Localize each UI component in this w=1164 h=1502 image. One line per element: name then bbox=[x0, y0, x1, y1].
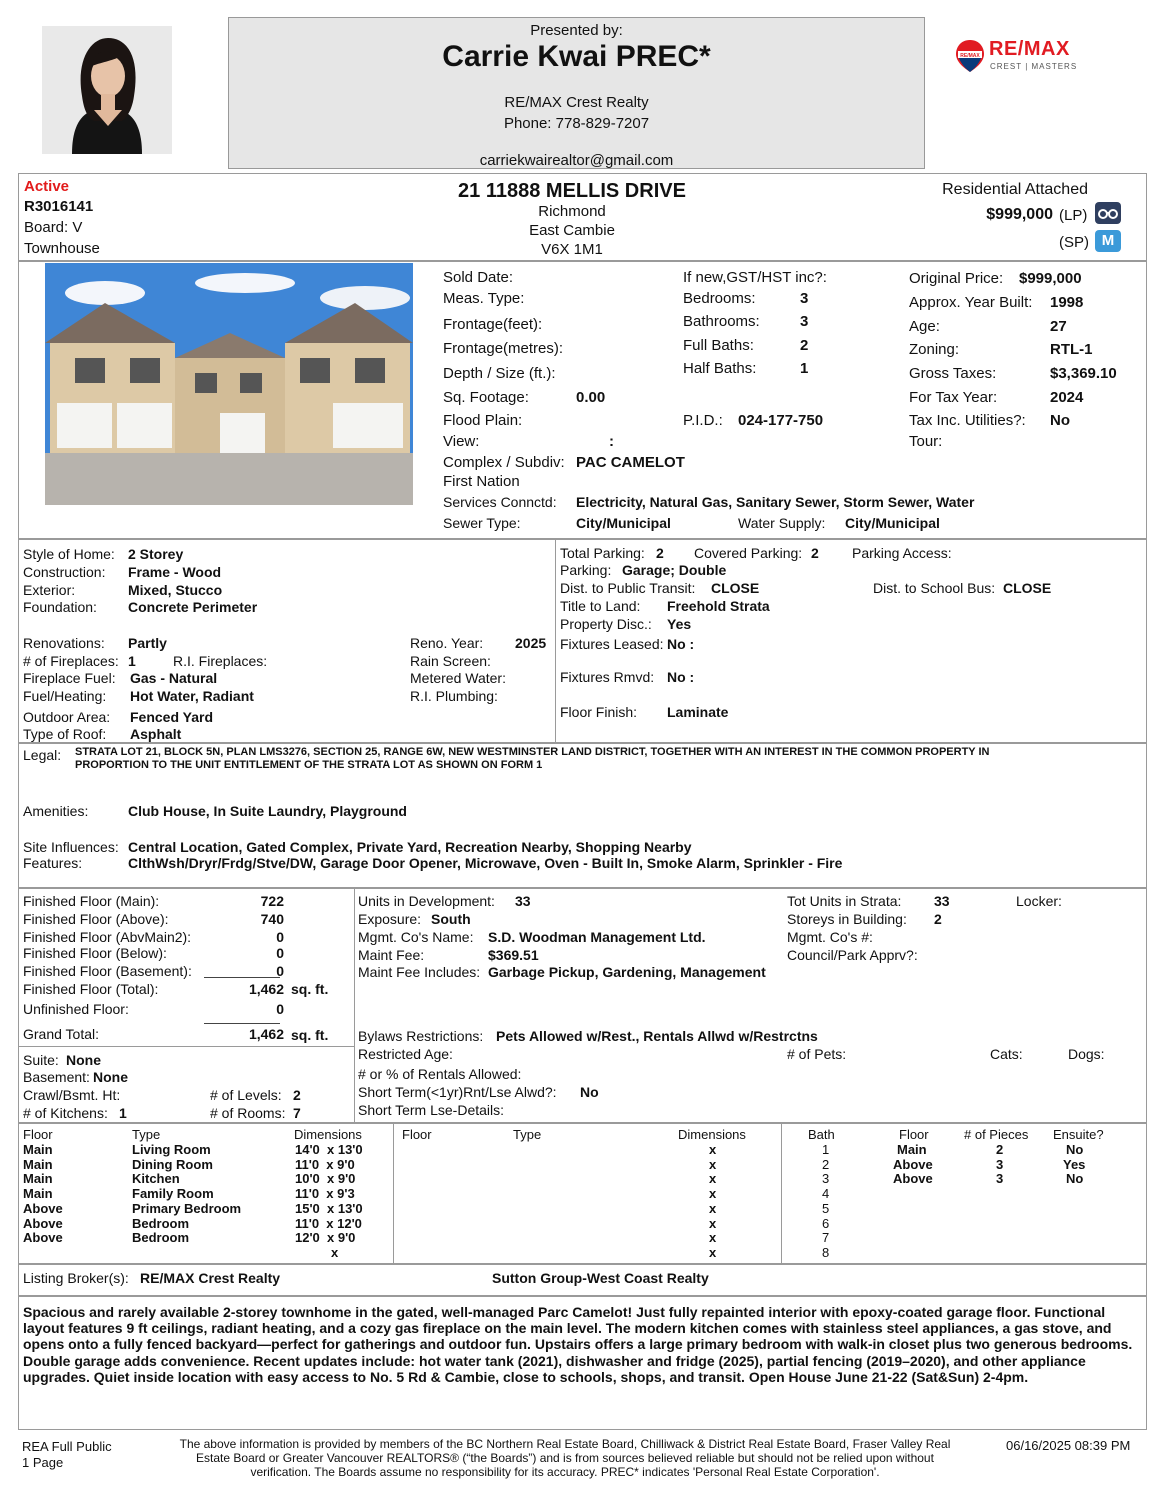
full-baths-value: 2 bbox=[800, 337, 809, 354]
brokerage-name: RE/MAX Crest Realty bbox=[504, 94, 649, 111]
room2-dim: x bbox=[709, 1201, 717, 1216]
disclaimer-line: The above information is provided by members of the BC Northern Real Estate Board, Chilliwack & District Real Estate Board, Fraser Valley Real bbox=[179, 1437, 951, 1451]
transit-value: CLOSE bbox=[711, 580, 760, 596]
bedrooms-label: Bedrooms: bbox=[683, 290, 756, 307]
maint-fee-value: $369.51 bbox=[488, 947, 539, 963]
disclaimer-line: verification. The Boards assume no responsibility for its accuracy. PREC* indicates 'Personal Real Estate Corporation'. bbox=[250, 1465, 880, 1479]
presenter-header bbox=[228, 17, 925, 169]
pid-value: 024-177-750 bbox=[738, 412, 824, 429]
covered-parking-label: Covered Parking: bbox=[694, 545, 803, 561]
site-influences-label: Site Influences: bbox=[23, 839, 119, 855]
exterior-label: Exterior: bbox=[23, 582, 76, 598]
room-floor: Above bbox=[23, 1201, 63, 1216]
title-land-label: Title to Land: bbox=[560, 598, 641, 614]
basement-label: Basement: bbox=[23, 1069, 90, 1085]
water-supply-value: City/Municipal bbox=[845, 515, 940, 531]
fireplaces-label: # of Fireplaces: bbox=[23, 653, 119, 669]
floor-finish-label: Floor Finish: bbox=[560, 704, 638, 720]
brokers-label: Listing Broker(s): bbox=[23, 1270, 129, 1286]
board: Board: V bbox=[24, 219, 83, 236]
floor-basement-label: Finished Floor (Basement): bbox=[23, 963, 192, 979]
agent-phone: Phone: 778-829-7207 bbox=[503, 115, 650, 132]
bath-number: 1 bbox=[822, 1142, 830, 1157]
heating-value: Hot Water, Radiant bbox=[130, 688, 254, 704]
fireplace-fuel-label: Fireplace Fuel: bbox=[23, 670, 116, 686]
rooms-count-label: # of Rooms: bbox=[210, 1105, 286, 1121]
grand-total-label: Grand Total: bbox=[23, 1026, 100, 1042]
room-type: Dining Room bbox=[132, 1157, 213, 1172]
floor-basement-value: 0 bbox=[276, 963, 284, 979]
half-baths-label: Half Baths: bbox=[683, 360, 757, 377]
flood-plain-label: Flood Plain: bbox=[443, 412, 523, 429]
balloon-icon bbox=[955, 38, 985, 76]
frontage-metres-label: Frontage(metres): bbox=[443, 340, 564, 357]
city: Richmond bbox=[538, 203, 606, 220]
mgmt-value: S.D. Woodman Management Ltd. bbox=[488, 929, 706, 945]
year-built-label: Approx. Year Built: bbox=[909, 294, 1033, 311]
sq-footage-value: 0.00 bbox=[576, 389, 606, 406]
bath-number: 7 bbox=[822, 1230, 830, 1245]
fixtures-leased-value: No : bbox=[667, 636, 695, 652]
parking-label: Parking: bbox=[560, 562, 612, 578]
meas-type-label: Meas. Type: bbox=[443, 290, 525, 307]
total-parking-label: Total Parking: bbox=[560, 545, 645, 561]
roof-label: Type of Roof: bbox=[23, 726, 107, 742]
room-floor: Main bbox=[23, 1171, 53, 1186]
agent-name: Carrie Kwai PREC* bbox=[442, 40, 711, 73]
frontage-feet-label: Frontage(feet): bbox=[443, 316, 543, 333]
parking-access-label: Parking Access: bbox=[852, 545, 952, 561]
room-type: Kitchen bbox=[132, 1171, 180, 1186]
view-label: View: bbox=[443, 433, 480, 450]
bath-floor-header: Floor bbox=[899, 1127, 929, 1142]
exposure-value: South bbox=[431, 911, 471, 927]
divider bbox=[781, 1123, 782, 1264]
floor-total-unit: sq. ft. bbox=[291, 981, 329, 997]
maint-fee-label: Maint Fee: bbox=[358, 947, 425, 963]
bath-number: 6 bbox=[822, 1216, 830, 1231]
bathrooms-value: 3 bbox=[800, 313, 809, 330]
outdoor-value: Fenced Yard bbox=[130, 709, 214, 725]
services-label: Services Connctd: bbox=[443, 494, 557, 510]
bylaws-label: Bylaws Restrictions: bbox=[358, 1028, 484, 1044]
features-value: ClthWsh/Dryr/Frdg/Stve/DW, Garage Door Opener, Microwave, Oven - Built In, Smoke Alarm, Sprinkler - Fire bbox=[128, 855, 843, 871]
exterior-value: Mixed, Stucco bbox=[128, 582, 223, 598]
property-disc-label: Property Disc.: bbox=[560, 616, 652, 632]
metered-water-label: Metered Water: bbox=[410, 670, 506, 686]
tax-utilities-value: No bbox=[1050, 412, 1070, 429]
room-dim: 15'0 x 13'0 bbox=[295, 1201, 363, 1216]
school-bus-value: CLOSE bbox=[1003, 580, 1052, 596]
room2-dim: x bbox=[709, 1230, 717, 1245]
divider bbox=[393, 1123, 394, 1264]
bath-pieces: 3 bbox=[996, 1157, 1004, 1172]
construction-value: Frame - Wood bbox=[128, 564, 222, 580]
style-label: Style of Home: bbox=[23, 546, 115, 562]
fireplaces-value: 1 bbox=[128, 653, 136, 669]
full-baths-label: Full Baths: bbox=[683, 337, 754, 354]
bath-floor: Above bbox=[893, 1157, 933, 1172]
short-term-label: Short Term(<1yr)Rnt/Lse Alwd?: bbox=[358, 1084, 557, 1100]
heating-label: Fuel/Heating: bbox=[23, 688, 107, 704]
ensuite-header: Ensuite? bbox=[1053, 1127, 1104, 1142]
services-value: Electricity, Natural Gas, Sanitary Sewer, Storm Sewer, Water bbox=[576, 494, 975, 510]
area: East Cambie bbox=[529, 222, 615, 239]
short-term-value: No bbox=[580, 1084, 599, 1100]
renovations-value: Partly bbox=[128, 635, 167, 651]
timestamp: 06/16/2025 08:39 PM bbox=[1006, 1438, 1131, 1453]
bath-floor: Main bbox=[897, 1142, 927, 1157]
covered-parking-value: 2 bbox=[811, 545, 819, 561]
grand-total-value: 1,462 bbox=[248, 1026, 284, 1042]
kitchens-value: 1 bbox=[119, 1105, 127, 1121]
room2-dim: x bbox=[709, 1157, 717, 1172]
ri-fireplaces-label: R.I. Fireplaces: bbox=[173, 653, 268, 669]
age-value: 27 bbox=[1050, 318, 1067, 335]
disclaimer-line: Estate Board or Greater Vancouver REALTORS® (“the Boards”) and is from sources believed reliable but should not be relied upon without bbox=[196, 1451, 934, 1465]
school-bus-label: Dist. to School Bus: bbox=[873, 580, 996, 596]
room2-dim: x bbox=[709, 1142, 717, 1157]
remax-wordmark: RE/MAX bbox=[989, 38, 1070, 60]
rentals-label: # or % of Rentals Allowed: bbox=[358, 1066, 522, 1082]
gross-taxes-value: $3,369.10 bbox=[1050, 365, 1117, 382]
council-label: Council/Park Apprv?: bbox=[787, 947, 918, 963]
rain-screen-label: Rain Screen: bbox=[410, 653, 491, 669]
site-influences-value: Central Location, Gated Complex, Private Yard, Recreation Nearby, Shopping Nearby bbox=[128, 839, 692, 855]
room-dim: 14'0 x 13'0 bbox=[295, 1142, 363, 1157]
foundation-label: Foundation: bbox=[23, 599, 97, 615]
tot-units-label: Tot Units in Strata: bbox=[787, 893, 902, 909]
remax-subtitle: CREST | MASTERS bbox=[990, 62, 1078, 71]
grand-underline bbox=[204, 1023, 280, 1024]
property-type: Townhouse bbox=[24, 240, 100, 257]
room-type: Bedroom bbox=[132, 1216, 190, 1231]
gross-taxes-label: Gross Taxes: bbox=[909, 365, 997, 382]
mgmt-no-label: Mgmt. Co's #: bbox=[787, 929, 873, 945]
zoning-label: Zoning: bbox=[909, 341, 960, 358]
complex-label: Complex / Subdiv: bbox=[443, 454, 565, 471]
room2-dim: x bbox=[709, 1186, 717, 1201]
broker-2: Sutton Group-West Coast Realty bbox=[492, 1270, 709, 1286]
ri-plumbing-label: R.I. Plumbing: bbox=[410, 688, 498, 704]
exposure-label: Exposure: bbox=[358, 911, 422, 927]
floor-main-label: Finished Floor (Main): bbox=[23, 893, 160, 909]
floor-total-value: 1,462 bbox=[248, 981, 284, 997]
fireplace-fuel-value: Gas - Natural bbox=[130, 670, 218, 686]
room-header-floor: Floor bbox=[23, 1127, 53, 1142]
floor-below-value: 0 bbox=[276, 945, 284, 961]
remax-logo bbox=[955, 38, 1095, 78]
complex-value: PAC CAMELOT bbox=[576, 454, 685, 471]
disclaimer bbox=[135, 1437, 995, 1479]
title-land-value: Freehold Strata bbox=[667, 598, 770, 614]
sp-label: (SP) bbox=[1059, 234, 1089, 251]
pid-label: P.I.D.: bbox=[683, 412, 723, 429]
bath-number: 3 bbox=[822, 1171, 830, 1186]
bath-ensuite: No bbox=[1066, 1171, 1084, 1186]
roof-value: Asphalt bbox=[130, 726, 182, 742]
storeys-value: 2 bbox=[934, 911, 942, 927]
amenities-label: Amenities: bbox=[23, 803, 89, 819]
room-dim: x bbox=[331, 1245, 339, 1260]
year-built-value: 1998 bbox=[1050, 294, 1084, 311]
suite-label: Suite: bbox=[23, 1052, 59, 1068]
bath-ensuite: Yes bbox=[1063, 1157, 1086, 1172]
bath-ensuite: No bbox=[1066, 1142, 1084, 1157]
room2-header-dimensions: Dimensions bbox=[678, 1127, 746, 1142]
bath-number: 5 bbox=[822, 1201, 830, 1216]
rooms-count-value: 7 bbox=[293, 1105, 301, 1121]
cats-label: Cats: bbox=[990, 1046, 1023, 1062]
room-type: Primary Bedroom bbox=[132, 1201, 242, 1216]
features-label: Features: bbox=[23, 855, 83, 871]
restricted-age-label: Restricted Age: bbox=[358, 1046, 453, 1062]
kitchens-label: # of Kitchens: bbox=[23, 1105, 108, 1121]
status-badge: Active bbox=[24, 178, 70, 195]
tax-utilities-label: Tax Inc. Utilities?: bbox=[909, 412, 1026, 429]
room2-header-type: Type bbox=[513, 1127, 542, 1142]
bath-floor: Above bbox=[893, 1171, 933, 1186]
unfinished-label: Unfinished Floor: bbox=[23, 1001, 129, 1017]
floor-main-value: 722 bbox=[260, 893, 284, 909]
floor-above-label: Finished Floor (Above): bbox=[23, 911, 169, 927]
divider bbox=[354, 888, 355, 1123]
room-header-type: Type bbox=[132, 1127, 161, 1142]
view-value: : bbox=[609, 433, 614, 450]
room-header-dimensions: Dimensions bbox=[294, 1127, 362, 1142]
original-price-value: $999,000 bbox=[1019, 270, 1082, 287]
age-label: Age: bbox=[909, 318, 940, 335]
property-disc-value: Yes bbox=[667, 616, 692, 632]
room2-dim: x bbox=[709, 1171, 717, 1186]
depth-size-label: Depth / Size (ft.): bbox=[443, 365, 556, 382]
broker-1: RE/MAX Crest Realty bbox=[140, 1270, 281, 1286]
room-type: Living Room bbox=[132, 1142, 211, 1157]
construction-label: Construction: bbox=[23, 564, 106, 580]
list-price: $999,000 bbox=[986, 206, 1053, 223]
dogs-label: Dogs: bbox=[1068, 1046, 1105, 1062]
mgmt-label: Mgmt. Co's Name: bbox=[358, 929, 474, 945]
parking-value: Garage; Double bbox=[622, 562, 727, 578]
sq-footage-label: Sq. Footage: bbox=[443, 389, 529, 406]
category: Residential Attached bbox=[942, 181, 1088, 198]
zoning-value: RTL-1 bbox=[1050, 341, 1093, 358]
postal-code: V6X 1M1 bbox=[541, 241, 603, 258]
sewer-label: Sewer Type: bbox=[443, 515, 521, 531]
tour-label[interactable]: Tour: bbox=[909, 433, 943, 450]
page-count: 1 Page bbox=[22, 1455, 64, 1470]
tot-units-value: 33 bbox=[934, 893, 950, 909]
bath-pieces: 3 bbox=[996, 1171, 1004, 1186]
fixtures-rmvd-value: No : bbox=[667, 669, 695, 685]
floor-total-label: Finished Floor (Total): bbox=[23, 981, 159, 997]
units-label: Units in Development: bbox=[358, 893, 495, 909]
agent-photo bbox=[42, 26, 172, 154]
grand-total-unit: sq. ft. bbox=[291, 1027, 329, 1043]
transit-label: Dist. to Public Transit: bbox=[560, 580, 696, 596]
room-dim: 11'0 x 12'0 bbox=[295, 1216, 362, 1231]
locker-label: Locker: bbox=[1016, 893, 1062, 909]
floor-below-label: Finished Floor (Below): bbox=[23, 945, 167, 961]
floor-above-value: 740 bbox=[260, 911, 284, 927]
property-photo bbox=[45, 263, 413, 505]
divider bbox=[555, 539, 556, 743]
room2-header-floor: Floor bbox=[402, 1127, 432, 1142]
bath-number: 4 bbox=[822, 1186, 830, 1201]
renovations-label: Renovations: bbox=[23, 635, 105, 651]
outdoor-label: Outdoor Area: bbox=[23, 709, 111, 725]
room-dim: 12'0 x 9'0 bbox=[295, 1230, 356, 1245]
room-dim: 11'0 x 9'0 bbox=[295, 1157, 355, 1172]
levels-value: 2 bbox=[293, 1087, 301, 1103]
levels-label: # of Levels: bbox=[210, 1087, 282, 1103]
lp-label: (LP) bbox=[1059, 207, 1088, 224]
presented-by-label: Presented by: bbox=[530, 22, 623, 39]
unfinished-value: 0 bbox=[276, 1001, 284, 1017]
fixtures-rmvd-label: Fixtures Rmvd: bbox=[560, 669, 655, 685]
water-supply-label: Water Supply: bbox=[738, 515, 826, 531]
floor-abvmain2-label: Finished Floor (AbvMain2): bbox=[23, 929, 192, 945]
sold-date-label: Sold Date: bbox=[443, 269, 514, 286]
room-floor: Above bbox=[23, 1230, 63, 1245]
agent-email[interactable]: carriekwairealtor@gmail.com bbox=[479, 152, 674, 169]
bath-pieces: 2 bbox=[996, 1142, 1004, 1157]
storeys-label: Storeys in Building: bbox=[787, 911, 907, 927]
room-dim: 10'0 x 9'0 bbox=[295, 1171, 356, 1186]
crawl-label: Crawl/Bsmt. Ht: bbox=[23, 1087, 121, 1103]
floor-abvmain2-value: 0 bbox=[276, 929, 284, 945]
address: 21 11888 MELLIS DRIVE bbox=[458, 180, 686, 202]
sewer-value: City/Municipal bbox=[576, 515, 671, 531]
original-price-label: Original Price: bbox=[909, 270, 1004, 287]
bylaws-value: Pets Allowed w/Rest., Rentals Allwd w/Restrctns bbox=[496, 1028, 818, 1044]
room-floor: Main bbox=[23, 1157, 53, 1172]
room-type: Bedroom bbox=[132, 1230, 190, 1245]
room-type: Family Room bbox=[132, 1186, 214, 1201]
room2-dim: x bbox=[709, 1216, 717, 1231]
suite-value: None bbox=[66, 1052, 101, 1068]
room2-dim: x bbox=[709, 1245, 717, 1260]
pets-label: # of Pets: bbox=[787, 1046, 847, 1062]
tax-year-label: For Tax Year: bbox=[909, 389, 998, 406]
maint-includes-value: Garbage Pickup, Gardening, Management bbox=[488, 964, 766, 980]
glasses-icon[interactable] bbox=[1095, 202, 1121, 224]
mls-number: R3016141 bbox=[24, 198, 94, 215]
legal-label: Legal: bbox=[23, 747, 62, 763]
room-floor: Main bbox=[23, 1142, 53, 1157]
room-dim: 11'0 x 9'3 bbox=[295, 1186, 355, 1201]
units-value: 33 bbox=[515, 893, 531, 909]
foundation-value: Concrete Perimeter bbox=[128, 599, 258, 615]
short-details-label: Short Term Lse-Details: bbox=[358, 1102, 505, 1118]
total-parking-value: 2 bbox=[656, 545, 664, 561]
basement-value: None bbox=[93, 1069, 128, 1085]
pieces-header: # of Pieces bbox=[964, 1127, 1029, 1142]
report-name: REA Full Public bbox=[22, 1439, 112, 1454]
tax-year-value: 2024 bbox=[1050, 389, 1084, 406]
maint-includes-label: Maint Fee Includes: bbox=[358, 964, 481, 980]
half-baths-value: 1 bbox=[800, 360, 809, 377]
bedrooms-value: 3 bbox=[800, 290, 809, 307]
svg-text:RE/MAX: RE/MAX bbox=[960, 53, 980, 59]
room-floor: Main bbox=[23, 1186, 53, 1201]
public-remarks: Spacious and rarely available 2-storey townhome in the gated, well-managed Parc Camelot! Just fully repainted interior with epoxy-coated garage floor. Functional layout features 9 ft ceilings, radiant heating, and a cozy gas fireplace on the main level. The modern kitchen comes with stainless steel appliances, a gas stove, and opens onto a fully fenced backyard—perfect for gatherings and outdoor fun. Upstairs offers a large primary bedroom with walk-in closet plus two generous bedrooms. Double garage adds convenience. Recent updates include: hot water tank (2021), dishwasher and fridge (2025), partial fencing (2019–2020), and other appliance upgrades. Quiet inside location with easy access to No. 5 Rd & Cambie, close to schools, shops, and transit. Open House June 21-22 (Sat&Sun) 2-4pm. bbox=[23, 1304, 1133, 1385]
bathrooms-label: Bathrooms: bbox=[683, 313, 760, 330]
bath-number: 8 bbox=[822, 1245, 830, 1260]
bath-number: 2 bbox=[822, 1157, 830, 1172]
gst-label: If new,GST/HST inc?: bbox=[683, 269, 827, 286]
first-nation-label: First Nation bbox=[443, 473, 520, 490]
m-icon[interactable]: M bbox=[1095, 230, 1121, 252]
amenities-value: Club House, In Suite Laundry, Playground bbox=[128, 803, 407, 819]
floor-finish-value: Laminate bbox=[667, 704, 729, 720]
reno-year-label: Reno. Year: bbox=[410, 635, 484, 651]
room-floor: Above bbox=[23, 1216, 63, 1231]
legal-line-1: STRATA LOT 21, BLOCK 5N, PLAN LMS3276, SECTION 25, RANGE 6W, NEW WESTMINSTER LAND DISTRICT, TOGETHER WITH AN INTEREST IN THE COMMON PROPERTY IN bbox=[75, 746, 990, 758]
reno-year-value: 2025 bbox=[515, 635, 547, 651]
fixtures-leased-label: Fixtures Leased: bbox=[560, 636, 664, 652]
legal-line-2: PROPORTION TO THE UNIT ENTITLEMENT OF THE STRATA LOT AS SHOWN ON FORM 1 bbox=[75, 759, 543, 771]
bath-header: Bath bbox=[808, 1127, 835, 1142]
style-value: 2 Storey bbox=[128, 546, 184, 562]
divider bbox=[18, 1046, 354, 1047]
